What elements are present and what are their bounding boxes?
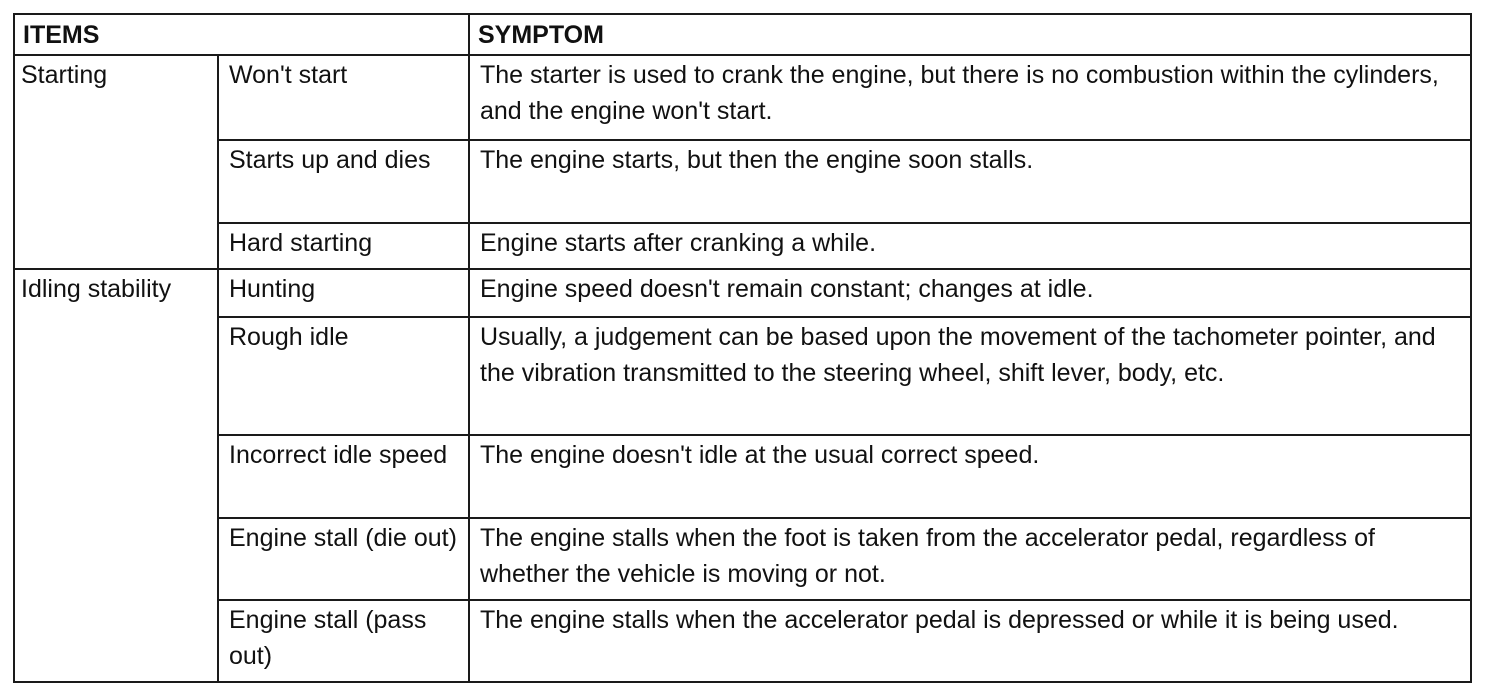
table-row: [14, 223, 1471, 269]
header-items: ITEMS: [14, 14, 469, 55]
symptom-text: Engine starts after cranking a while.: [469, 223, 1471, 269]
table-row: [14, 269, 1471, 317]
symptom-text: The starter is used to crank the engine, but there is no combustion within the cylinders, and the engine won't start.: [469, 55, 1471, 140]
header-symptom: SYMPTOM: [469, 14, 1471, 55]
table-row: [14, 518, 1471, 600]
sub-item: Engine stall (die out): [218, 518, 469, 600]
sub-item: Hard starting: [218, 223, 469, 269]
table-row: [14, 435, 1471, 518]
sub-item: Starts up and dies: [218, 140, 469, 223]
symptom-table: [13, 13, 1472, 683]
table-row: [14, 55, 1471, 140]
table-row: [14, 600, 1471, 682]
table-row: [14, 140, 1471, 223]
sub-item: Won't start: [218, 55, 469, 140]
symptom-text: The engine stalls when the foot is taken from the accelerator pedal, regardless of whether the vehicle is moving or not.: [469, 518, 1471, 600]
symptom-text: The engine stalls when the accelerator pedal is depressed or while it is being used.: [469, 600, 1471, 682]
sub-item: Incorrect idle speed: [218, 435, 469, 518]
symptom-table-container: [13, 13, 1472, 683]
sub-item: Hunting: [218, 269, 469, 317]
table-row: [14, 317, 1471, 435]
item-idling-stability: Idling stability: [14, 269, 218, 682]
symptom-text: Usually, a judgement can be based upon the movement of the tachometer pointer, and the vibration transmitted to the steering wheel, shift lever, body, etc.: [469, 317, 1471, 435]
symptom-text: Engine speed doesn't remain constant; changes at idle.: [469, 269, 1471, 317]
sub-item: Engine stall (pass out): [218, 600, 469, 682]
table-header-row: [14, 14, 1471, 55]
symptom-text: The engine doesn't idle at the usual correct speed.: [469, 435, 1471, 518]
item-starting: Starting: [14, 55, 218, 269]
symptom-text: The engine starts, but then the engine soon stalls.: [469, 140, 1471, 223]
sub-item: Rough idle: [218, 317, 469, 435]
